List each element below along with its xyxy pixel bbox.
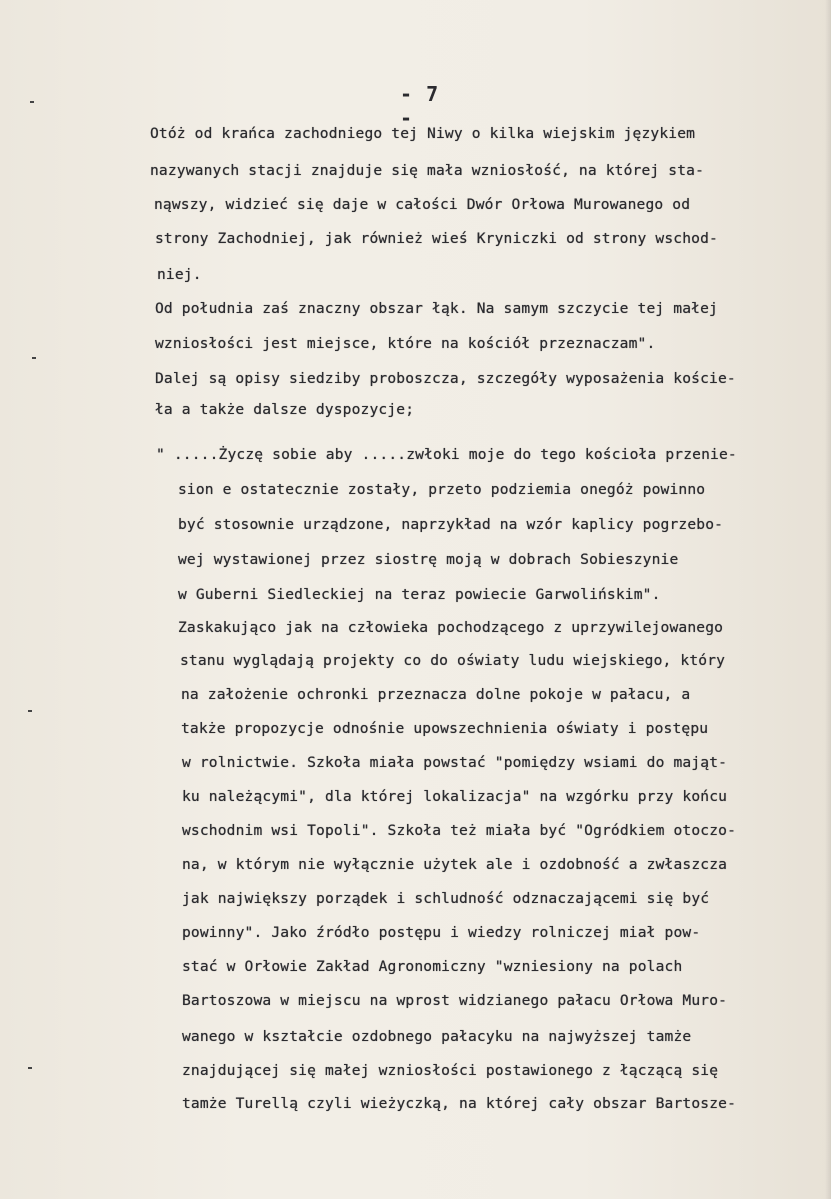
text-line: wzniosłości jest miejsce, które na kościół przeznaczam". xyxy=(155,335,656,352)
text-line: ła a także dalsze dyspozycje; xyxy=(155,401,415,418)
text-line: nąwszy, widzieć się daje w całości Dwór Orłowa Murowanego od xyxy=(154,196,691,213)
text-line: stać w Orłowie Zakład Agronomiczny "wzniesiony na polach xyxy=(182,958,683,975)
quote-line: być stosownie urządzone, naprzykład na wzór kaplicy pogrzebo- xyxy=(178,516,724,533)
margin-mark xyxy=(28,1067,32,1069)
quote-line: " .....Życzę sobie aby .....zwłoki moje do tego kościoła przenie- xyxy=(156,446,737,463)
text-line: na, w którym nie wyłącznie użytek ale i ozdobność a zwłaszcza xyxy=(182,856,728,873)
text-line: na założenie ochronki przeznacza dolne pokoje w pałacu, a xyxy=(181,686,691,703)
text-line: ku należącymi", dla której lokalizacja" na wzgórku przy końcu xyxy=(182,788,728,805)
text-line: niej. xyxy=(157,266,202,283)
text-line: także propozycje odnośnie upowszechnienia oświaty i postępu xyxy=(181,720,709,737)
text-line: Otóż od krańca zachodniego tej Niwy o kilka wiejskim językiem xyxy=(150,125,696,142)
text-line: Dalej są opisy siedziby proboszcza, szczegóły wyposażenia koście- xyxy=(155,370,736,387)
margin-mark xyxy=(28,710,32,712)
quote-line: wej wystawionej przez siostrę moją w dobrach Sobieszynie xyxy=(178,551,679,568)
quote-line: w Guberni Siedleckiej na teraz powiecie Garwolińskim". xyxy=(178,586,661,603)
text-line: wschodnim wsi Topoli". Szkoła też miała być "Ogródkiem otoczo- xyxy=(182,822,737,839)
text-line: powinny". Jako źródło postępu i wiedzy rolniczej miał pow- xyxy=(182,924,701,941)
text-line: Bartoszowa w miejscu na wprost widzianego pałacu Orłowa Muro- xyxy=(182,992,728,1009)
margin-mark xyxy=(30,101,34,103)
text-line: strony Zachodniej, jak również wieś Kryniczki od strony wschod- xyxy=(155,230,718,247)
margin-mark xyxy=(32,357,36,359)
text-line: nazywanych stacji znajduje się mała wzniosłość, na której sta- xyxy=(150,162,705,179)
text-line: wanego w kształcie ozdobnego pałacyku na najwyższej tamże xyxy=(182,1028,692,1045)
text-line: w rolnictwie. Szkoła miała powstać "pomiędzy wsiami do mająt- xyxy=(182,754,728,771)
quote-line: sion e ostatecznie zostały, przeto podziemia onegóż powinno xyxy=(178,481,706,498)
text-line: jak największy porządek i schludność odznaczającemi się być xyxy=(182,890,710,907)
text-line: stanu wyglądają projekty co do oświaty ludu wiejskiego, który xyxy=(180,652,726,669)
text-line: tamże Turellą czyli wieżyczką, na której cały obszar Bartosze- xyxy=(182,1095,737,1112)
text-line: Zaskakująco jak na człowieka pochodzącego z uprzywilejowanego xyxy=(178,619,724,636)
page-edge-shadow xyxy=(825,0,831,1199)
text-line: znajdującej się małej wzniosłości postawionego z łączącą się xyxy=(182,1062,719,1079)
text-line: Od południa zaś znaczny obszar łąk. Na samym szczycie tej małej xyxy=(155,300,718,317)
page-number: - 7 - xyxy=(400,82,440,130)
